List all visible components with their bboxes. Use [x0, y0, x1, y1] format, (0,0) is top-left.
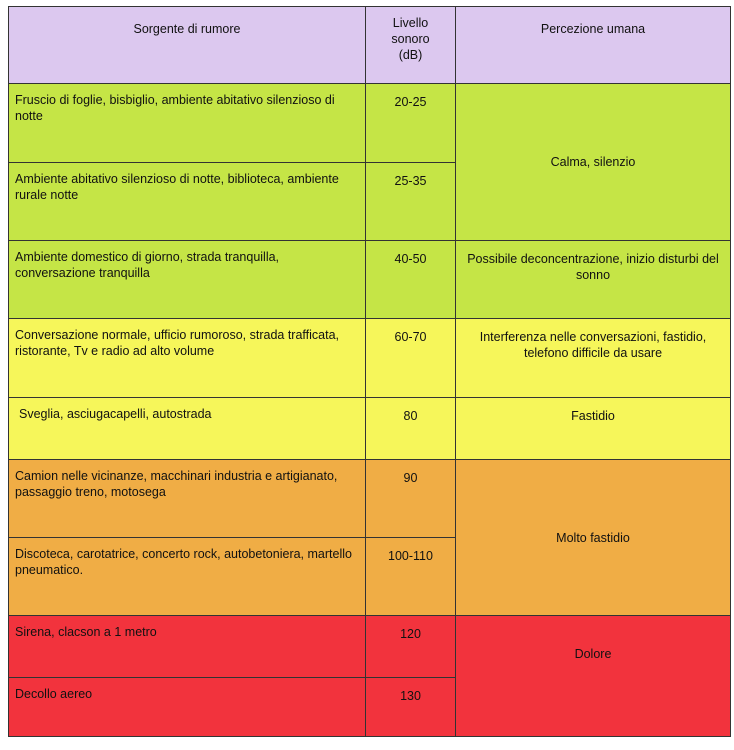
level-cell: 40-50 [366, 241, 456, 319]
perception-cell: Molto fastidio [456, 460, 731, 616]
header-row [9, 7, 731, 84]
table-row [9, 616, 731, 678]
table-row [9, 460, 731, 538]
perception-cell: Calma, silenzio [456, 84, 731, 241]
perception-cell: Fastidio [456, 398, 731, 460]
level-cell: 25-35 [366, 163, 456, 241]
perception-cell: Interferenza nelle conversazioni, fastidio, telefono difficile da usare [456, 319, 731, 398]
perception-cell: Dolore [456, 616, 731, 737]
header-level: Livello sonoro (dB) [366, 7, 456, 84]
table-row [9, 319, 731, 398]
table-row [9, 241, 731, 319]
source-cell: Decollo aereo [9, 678, 366, 737]
table-row [9, 398, 731, 460]
table-row [9, 84, 731, 163]
source-cell: Fruscio di foglie, bisbiglio, ambiente abitativo silenzioso di notte [9, 84, 366, 163]
source-cell: Ambiente domestico di giorno, strada tranquilla, conversazione tranquilla [9, 241, 366, 319]
level-cell: 120 [366, 616, 456, 678]
source-cell: Camion nelle vicinanze, macchinari industria e artigianato, passaggio treno, motosega [9, 460, 366, 538]
perception-cell: Possibile deconcentrazione, inizio disturbi del sonno [456, 241, 731, 319]
noise-level-table [8, 6, 731, 737]
level-cell: 20-25 [366, 84, 456, 163]
source-cell: Ambiente abitativo silenzioso di notte, biblioteca, ambiente rurale notte [9, 163, 366, 241]
source-cell: Conversazione normale, ufficio rumoroso, strada trafficata, ristorante, Tv e radio ad alto volume [9, 319, 366, 398]
level-cell: 60-70 [366, 319, 456, 398]
source-cell: Discoteca, carotatrice, concerto rock, autobetoniera, martello pneumatico. [9, 538, 366, 616]
header-source: Sorgente di rumore [9, 7, 366, 84]
source-cell: Sirena, clacson a 1 metro [9, 616, 366, 678]
level-cell: 80 [366, 398, 456, 460]
level-cell: 130 [366, 678, 456, 737]
header-perception: Percezione umana [456, 7, 731, 84]
source-cell: Sveglia, asciugacapelli, autostrada [9, 398, 366, 460]
level-cell: 90 [366, 460, 456, 538]
level-cell: 100-110 [366, 538, 456, 616]
